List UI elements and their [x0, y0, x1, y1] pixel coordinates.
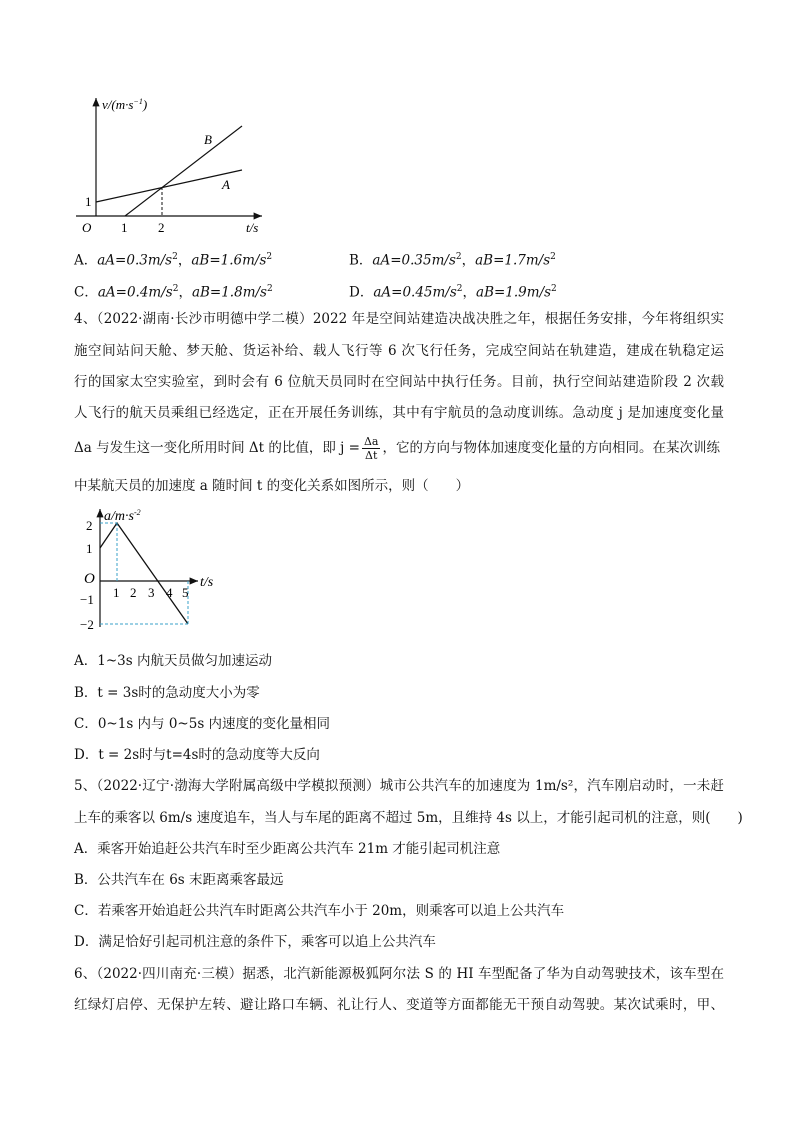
q3-option-a[interactable]: A．$aA=0.3m/s^2$，$aB=1.6m/s^2$	[74, 252, 273, 269]
origin-label: O	[82, 220, 92, 235]
q4-option-d[interactable]: D．t = 2s时与t=4s时的急动度等大反向	[74, 747, 320, 763]
line-a	[96, 170, 242, 202]
q3-option-c[interactable]: C．$aA=0.4m/s^2$，$aB=1.8m/s^2$	[74, 284, 273, 301]
q4-line-2: 施空间站问天舱、梦天舱、货运补给、载人飞行等 6 次飞行任务，完成空间站在轨建造，建成在轨稳定运	[74, 343, 724, 359]
tick-y-neg2: −2	[80, 617, 94, 632]
jerk-fraction: $\frac{\Delta a}{\Delta t}$	[363, 435, 379, 462]
q5-line-2: 上车的乘客以 6m/s 速度追车，当人与车尾的距离不超过 5m，且维持 4s 以上，才能引起司机的注意，则( )	[74, 810, 743, 826]
q4-line-6: 中某航天员的加速度 a 随时间 t 的变化关系如图所示，则（ ）	[74, 478, 470, 494]
q4-line-5: Δa 与发生这一变化所用时间 Δt 的比值，即 j = $\frac{\Delta a}{\Delta t}$ ，它的方向与物体加速度变化量的方向相同。在某次训练	[74, 435, 720, 462]
q5-line-1: 5、（2022·辽宁·渤海大学附属高级中学模拟预测）城市公共汽车的加速度为 1m/s²，汽车刚启动时，一未赶	[74, 778, 724, 794]
line-b	[125, 126, 242, 216]
t-axis-label: t/s	[246, 220, 259, 235]
origin-label-2: O	[84, 571, 95, 587]
tick-x-5b: 5	[182, 585, 189, 600]
line-b-label: B	[204, 132, 212, 147]
q5-option-a[interactable]: A．乘客开始追赶公共汽车时至少距离公共汽车 21m 才能引起司机注意	[74, 841, 501, 857]
a-axis-label: $a/m\cdot s^{-2}$	[104, 508, 141, 524]
t-axis-label-2: t/s	[200, 575, 214, 590]
tick-y-neg1: −1	[80, 592, 94, 607]
line-a-label: A	[222, 177, 230, 192]
q6-line-2: 红绿灯启停、无保护左转、避让路口车辆、礼让行人、变道等方面都能无干预自动驾驶。某次试乘时，甲、	[74, 997, 724, 1013]
velocity-time-graph	[70, 92, 270, 237]
v-axis-label: $v/(m\cdot s^{-1})$	[102, 97, 148, 112]
q4-line-3: 行的国家太空实验室，到时会有 6 位航天员同时在空间站中执行任务。目前，执行空间站建造阶段 2 次载	[74, 374, 724, 390]
tick-x-2: 2	[158, 220, 165, 235]
q4-line-4: 人飞行的航天员乘组已经选定，正在开展任务训练，其中有宇航员的急动度训练。急动度 j 是加速度变化量	[74, 405, 724, 421]
q4-option-b[interactable]: B．t = 3s时的急动度大小为零	[74, 685, 260, 701]
tick-x-4b: 4	[166, 585, 173, 600]
q3-option-d[interactable]: D．$aA=0.45m/s^2$，$aB=1.9m/s^2$	[349, 284, 557, 301]
acceleration-line	[100, 523, 188, 624]
q4-option-a[interactable]: A．1~3s 内航天员做匀加速运动	[74, 653, 272, 669]
q3-option-b[interactable]: B．$aA=0.35m/s^2$，$aB=1.7m/s^2$	[349, 252, 556, 269]
q5-option-d[interactable]: D．满足恰好引起司机注意的条件下，乘客可以追上公共汽车	[74, 934, 436, 950]
tick-y-1: 1	[85, 194, 92, 209]
tick-y-2: 2	[86, 518, 93, 533]
tick-x-1: 1	[121, 220, 128, 235]
tick-x-2b: 2	[130, 585, 137, 600]
acceleration-time-graph	[78, 503, 228, 633]
q4-line-1: 4、（2022·湖南·长沙市明德中学二模）2022 年是空间站建造决战决胜之年，根据任务安排，今年将组织实	[74, 311, 724, 327]
q5-option-b[interactable]: B．公共汽车在 6s 末距离乘客最远	[74, 872, 284, 888]
q6-line-1: 6、（2022·四川南充·三模）据悉，北汽新能源极狐阿尔法 S 的 HI 车型配备了华为自动驾驶技术，该车型在	[74, 966, 724, 982]
tick-x-1b: 1	[113, 585, 120, 600]
q5-option-c[interactable]: C．若乘客开始追赶公共汽车时距离公共汽车小于 20m，则乘客可以追上公共汽车	[74, 903, 565, 919]
q4-option-c[interactable]: C．0~1s 内与 0~5s 内速度的变化量相同	[74, 716, 331, 732]
tick-x-3b: 3	[148, 585, 155, 600]
tick-y-1b: 1	[86, 541, 93, 556]
